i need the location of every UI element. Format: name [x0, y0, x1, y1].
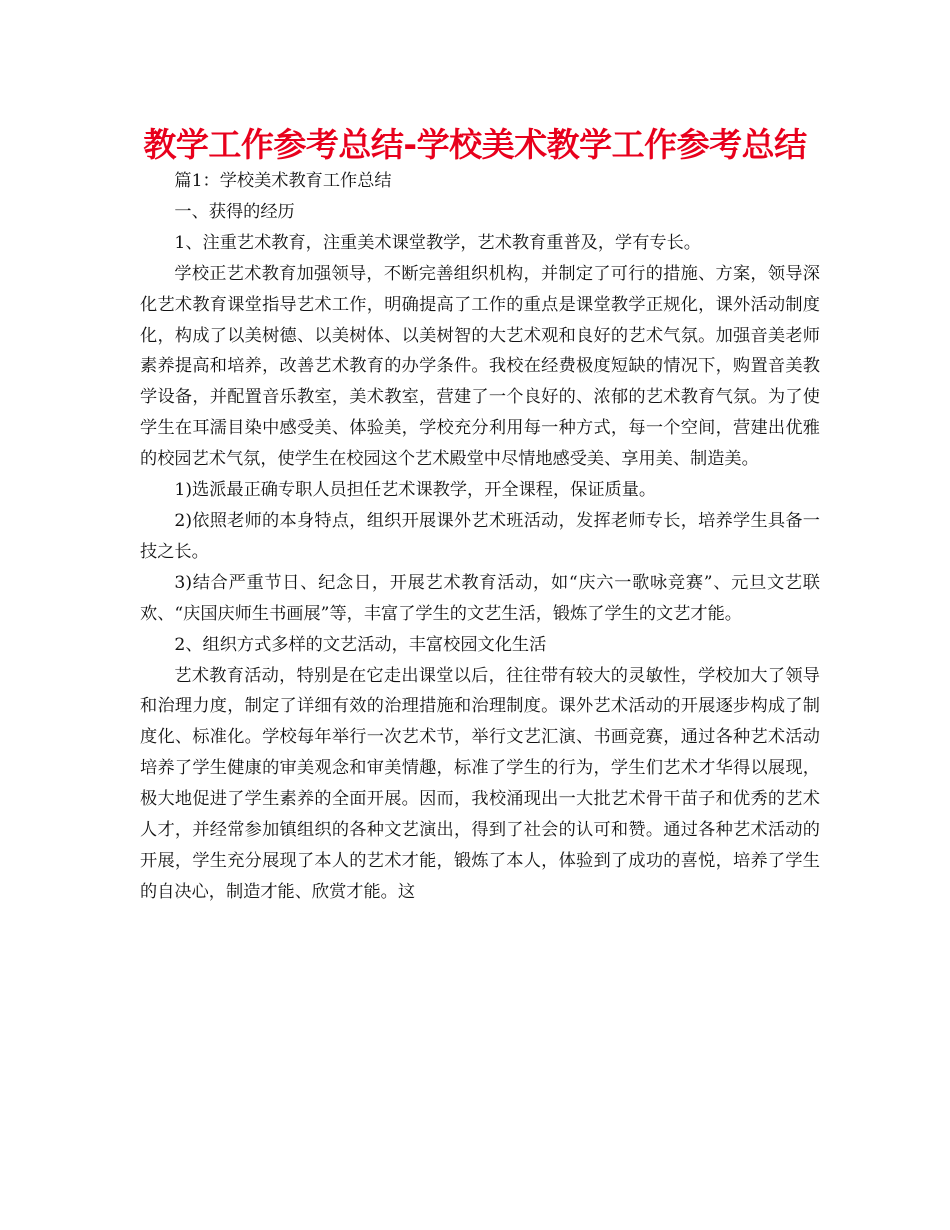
paragraph-item-2: 2)依照老师的本身特点，组织开展课外艺术班活动，发挥老师专长，培养学生具备一技之长。 — [140, 510, 820, 562]
paragraph-item-1: 1)选派最正确专职人员担任艺术课教学，开全课程，保证质量。 — [174, 480, 657, 501]
paragraph-heading-experience: 一、获得的经历 — [174, 201, 295, 222]
paragraph-body: 学校正艺术教育加强领导，不断完善组织机构，并制定了可行的措施、方案，领导深化艺术教育课堂指导艺术工作，明确提高了工作的重点是课堂教学正规化，课外活动制度化，构成了以美树德、以美树体、以美树智的大艺术观和良好的艺术气氛。加强音美老师素养提高和培养，改善艺术教育的办学条件。我校在经费极度短缺的情况下，购置音美教学设备，并配置音乐教室，美术教室，营建了一个良好的、浓郁的艺术教育气氛。为了使学生在耳濡目染中感受美、体验美，学校充分利用每一种方式，每一个空间，营建出优雅的校园艺术气氛，使学生在校园这个艺术殿堂中尽情地感受美、享用美、制造美。 — [140, 263, 820, 470]
paragraph-item-3: 3)结合严重节日、纪念日，开展艺术教育活动，如“庆六一歌咏竞赛”、元旦文艺联欢、“庆国庆师生书画展”等，丰富了学生的文艺生活，锻炼了学生的文艺才能。 — [140, 572, 820, 624]
paragraph-point-1: 1、注重艺术教育，注重美术课堂教学，艺术教育重普及，学有专长。 — [174, 232, 701, 253]
document-body — [140, 166, 820, 908]
paragraph-point-2: 2、组织方式多样的文艺活动，丰富校园文化生活 — [174, 634, 547, 655]
document-title: 教学工作参考总结-学校美术教学工作参考总结 — [143, 125, 807, 164]
paragraph-section-heading: 篇1：学校美术教育工作总结 — [174, 171, 392, 191]
paragraph-body: 艺术教育活动，特别是在它走出课堂以后，往往带有较大的灵敏性，学校加大了领导和治理力度，制定了详细有效的治理措施和治理制度。课外艺术活动的开展逐步构成了制度化、标准化。学校每年举行一次艺术节，举行文艺汇演、书画竞赛，通过各种艺术活动培养了学生健康的审美观念和审美情趣，标准了学生的行为，学生们艺术才华得以展现，极大地促进了学生素养的全面开展。因而，我校涌现出一大批艺术骨干苗子和优秀的艺术人才，并经常参加镇组织的各种文艺演出，得到了社会的认可和赞。通过各种艺术活动的开展，学生充分展现了本人的艺术才能，锻炼了本人，体验到了成功的喜悦，培养了学生的自决心，制造才能、欣赏才能。这 — [140, 665, 820, 902]
